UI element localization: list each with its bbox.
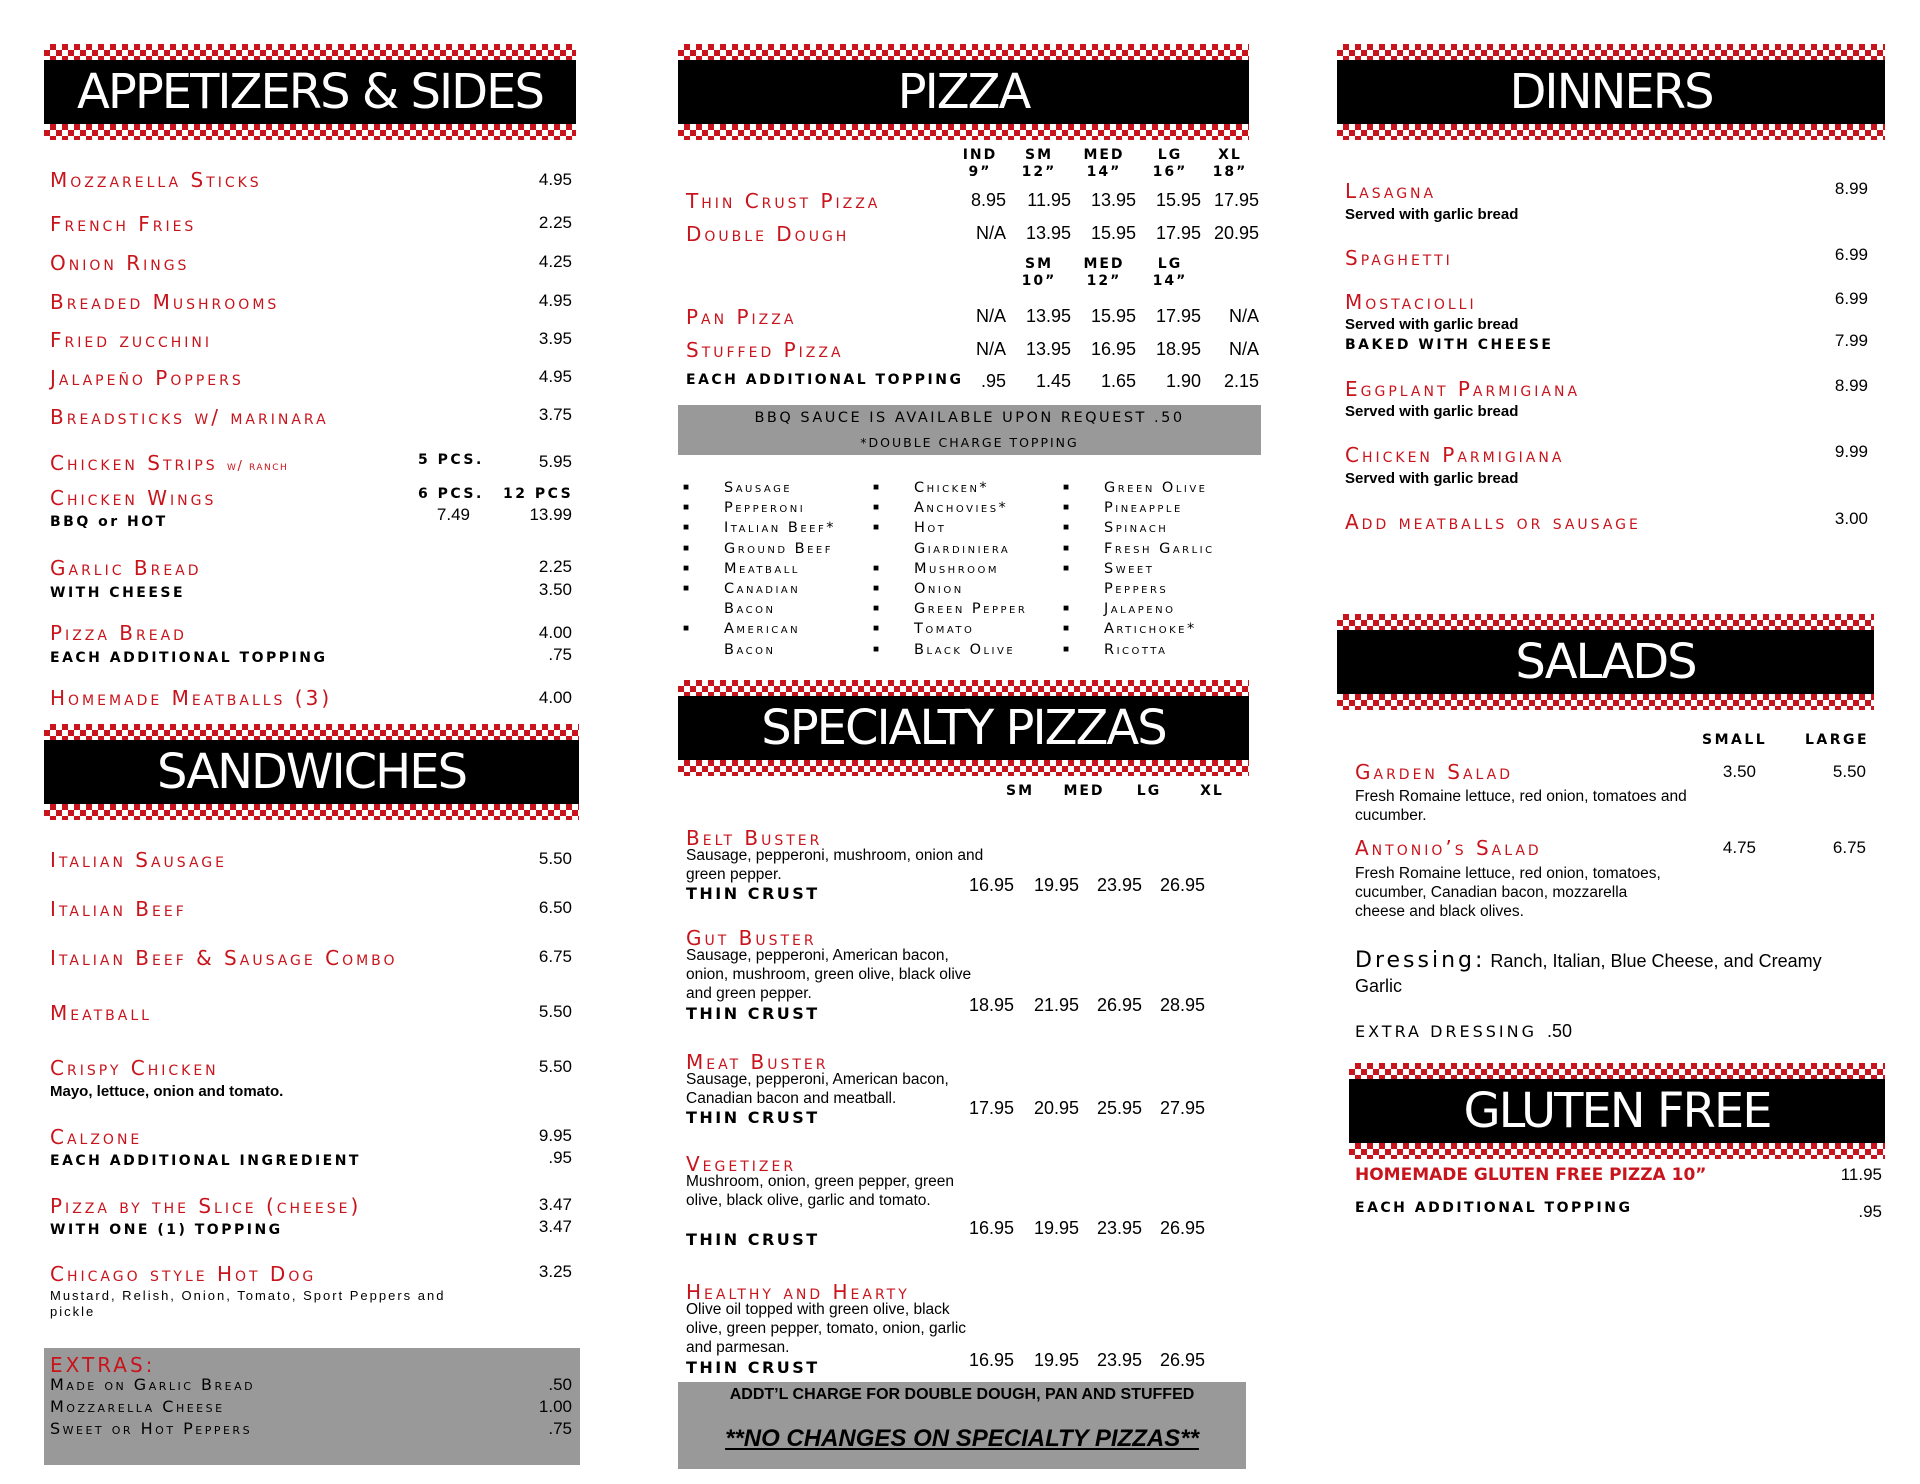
pizza-price: 17.95 [1155,306,1201,326]
pizza-topping-price: 1.90 [1165,371,1201,391]
gluten-sub: EACH ADDITIONAL TOPPING [1355,1200,1633,1216]
specialty-size-header: XL [1200,783,1224,799]
appetizer-price: 4.95 [538,367,572,386]
topping-bullet-icon: ■ [1063,522,1070,534]
topping-bullet-icon: ■ [683,482,690,493]
pizza-price: 16.95 [1090,339,1136,359]
pizza-row-name: Pan Pizza [686,305,797,329]
specialty-item-price: 19.95 [1033,1218,1079,1238]
pizza-price: N/A [975,223,1006,243]
pizza-price: 13.95 [1025,223,1071,243]
chicken-wings-6pcs: 6 PCS. [418,486,484,502]
topping-item: Bacon [724,601,776,618]
eggplant-name: Eggplant Parmigiana [1345,377,1581,401]
antonio-salad-desc: Fresh Romaine lettuce, red onion, tomatoes, cucumber, Canadian bacon, mozzarella cheese and black olives. [1355,865,1661,920]
topping-bullet-icon: ■ [1063,643,1070,655]
specialty-item-crust: THIN CRUST [686,884,820,903]
mostaciolli-desc: Served with garlic bread [1345,316,1519,333]
pizza-row-name: Stuffed Pizza [686,338,844,362]
chicken-wings-name: Chicken Wings [50,486,217,510]
gluten-sub-price: .95 [1858,1202,1882,1221]
appetizer-price: 4.95 [538,291,572,310]
add-meatballs-price: 3.00 [1834,509,1868,528]
specialty-item-crust: THIN CRUST [686,1108,820,1127]
specialty-item-price: 21.95 [1033,995,1079,1015]
topping-bullet-icon: ■ [1063,542,1070,554]
pizza-price: 15.95 [1155,190,1201,210]
specialty-item-name: Meat Buster [686,1050,829,1074]
chicken-wings-sub: BBQ or HOT [50,514,168,530]
pan-size-header: LG 14” [1152,256,1188,289]
topping-item: Hot [914,520,947,537]
sandwich-price: 5.50 [538,1002,572,1021]
pizza-bread-name: Pizza Bread [50,621,187,645]
mostaciolli-price2: 7.99 [1834,331,1868,350]
appetizer-name: Breaded Mushrooms [50,290,280,314]
pizza-price: N/A [975,339,1006,359]
specialty-item-desc: Sausage, pepperoni, American bacon, Canadian bacon and meatball. [686,1071,949,1107]
pizza-topping-price: .95 [980,371,1006,391]
specialty-item-price: 23.95 [1096,875,1142,895]
add-meatballs-name: Add meatballs or sausage [1345,510,1641,534]
extras-item-price: 1.00 [538,1397,572,1416]
topping-item: Chicken* [914,480,990,496]
dressing-line [1355,948,1825,999]
topping-item: Green Olive [1104,480,1208,496]
meatballs-price: 4.00 [538,688,572,707]
appetizer-name: Mozzarella Sticks [50,168,262,192]
pizza-topping-price: 1.45 [1035,371,1071,391]
double-charge-note: *DOUBLE CHARGE TOPPING [860,435,1079,450]
salads-small-header: SMALL [1702,732,1768,748]
garden-salad-desc: Fresh Romaine lettuce, red onion, tomatoes and cucumber. [1355,788,1687,824]
specialty-item-name: Belt Buster [686,826,823,850]
chicken-parm-price: 9.99 [1834,442,1868,461]
topping-item: Pineapple [1104,500,1183,517]
salads-large-header: LARGE [1805,732,1870,748]
slice-sub: WITH ONE (1) TOPPING [50,1222,283,1238]
specialty-item-desc: Mushroom, onion, green pepper, green olive, black olive, garlic and tomato. [686,1173,954,1209]
topping-item: Giardiniera [914,540,1011,557]
garlic-bread-sub: WITH CHEESE [50,585,186,601]
garlic-bread-price: 2.25 [538,557,572,576]
appetizer-name: Onion Rings [50,251,190,275]
specialty-item-price: 26.95 [1159,1350,1205,1370]
specialty-item-name: Gut Buster [686,926,817,950]
spaghetti-name: Spaghetti [1345,246,1453,270]
specialty-item-price: 26.95 [1159,1218,1205,1238]
pizza-size-header: XL 18” [1212,147,1248,180]
pizza-bread-sub: EACH ADDITIONAL TOPPING [50,650,328,666]
sandwich-name: Italian Beef [50,897,187,921]
specialty-size-header: LG [1136,783,1162,799]
appetizer-price: 4.95 [538,170,572,189]
garden-salad-small: 3.50 [1722,762,1756,781]
calzone-name: Calzone [50,1125,143,1149]
meatballs-name: Homemade Meatballs (3) [50,686,333,710]
topping-item: Pepperoni [724,500,806,517]
extras-title: EXTRAS: [50,1353,156,1377]
appetizers-banner-top-checker [44,44,576,60]
dressing-label: Dressing: [1355,948,1486,973]
mostaciolli-sub: BAKED WITH CHEESE [1345,337,1554,353]
eggplant-desc: Served with garlic bread [1345,403,1519,420]
pizza-price: 13.95 [1025,306,1071,326]
sandwiches-banner-bottom-checker [44,804,579,820]
topping-bullet-icon: ■ [873,583,880,594]
specialty-item-price: 20.95 [1033,1098,1079,1118]
no-changes-note: **NO CHANGES ON SPECIALTY PIZZAS** [725,1425,1199,1452]
topping-bullet-icon: ■ [683,623,690,635]
sandwich-price: 6.75 [538,947,572,966]
mostaciolli-price: 6.99 [1834,289,1868,308]
specialty-banner-bottom-checker [678,760,1249,776]
topping-bullet-icon: ■ [1063,502,1070,514]
chicken-parm-name: Chicken Parmigiana [1345,443,1565,467]
pizza-row-name: Double Dough [686,222,850,246]
specialty-item-desc: Sausage, pepperoni, American bacon, onion, mushroom, green olive, black olive and green pepper. [686,947,972,1002]
specialty-item-crust: THIN CRUST [686,1358,820,1377]
topping-bullet-icon: ■ [873,603,880,615]
salads-banner [1337,630,1874,694]
topping-item: Anchovies* [914,500,1009,517]
topping-item: Italian Beef* [724,520,836,537]
specialty-item-price: 28.95 [1159,995,1205,1015]
topping-item: Mushroom [914,560,1000,577]
topping-item: Artichoke* [1104,621,1197,638]
gluten-banner-bottom-checker [1349,1143,1885,1159]
pizza-price: 17.95 [1213,190,1259,210]
appetizers-banner [44,60,576,124]
topping-item: Jalapeno [1104,601,1176,618]
topping-bullet-icon: ■ [683,522,690,534]
pizza-price: N/A [1228,339,1259,359]
pan-size-header: MED 12” [1083,256,1125,289]
crispy-chicken-name: Crispy Chicken [50,1056,219,1080]
chicken-strips-suffix: w/ ranch [227,459,289,474]
antonio-salad-large: 6.75 [1832,838,1866,857]
appetizer-name: Fried zucchini [50,328,212,352]
pizza-price: 18.95 [1155,339,1201,359]
sandwiches-banner [44,740,579,804]
specialty-item-desc: Sausage, pepperoni, mushroom, onion and green pepper. [686,847,984,883]
appetizer-price: 3.95 [538,329,572,348]
gluten-item-price: 11.95 [1840,1165,1882,1184]
pizza-price: N/A [975,306,1006,326]
calzone-sub: EACH ADDITIONAL INGREDIENT [50,1153,361,1169]
topping-bullet-icon: ■ [1063,603,1070,615]
hotdog-price: 3.25 [538,1262,572,1281]
extras-item-name: Made on Garlic Bread [50,1375,256,1394]
topping-bullet-icon: ■ [873,623,880,635]
topping-bullet-icon: ■ [873,482,880,493]
chicken-wings-12pcs: 12 PCS [503,486,574,502]
topping-item: Onion [914,581,964,597]
chicken-strips-price: 5.95 [538,452,572,471]
pizza-price: 17.95 [1155,223,1201,243]
specialty-item-price: 23.95 [1096,1350,1142,1370]
specialty-banner-top-checker [678,680,1249,696]
calzone-price2: .95 [548,1148,572,1167]
topping-item: Black Olive [914,641,1016,658]
pizza-price: 20.95 [1213,223,1259,243]
sandwich-price: 5.50 [538,849,572,868]
dressing-list: Ranch, Italian, Blue Cheese, and Creamy Garlic [1355,951,1822,996]
chicken-parm-desc: Served with garlic bread [1345,470,1519,487]
specialty-item-crust: THIN CRUST [686,1230,820,1249]
appetizers-banner-bottom-checker [44,124,576,140]
gluten-banner-top-checker [1349,1063,1885,1079]
pizza-price: 13.95 [1025,339,1071,359]
specialty-item-price: 19.95 [1033,875,1079,895]
dinners-banner-bottom-checker [1337,124,1885,140]
specialty-item-price: 17.95 [968,1098,1014,1118]
specialty-banner [678,696,1249,760]
extras-item-price: .50 [548,1375,572,1394]
topping-item: Sausage [724,480,793,496]
salads-title: SALADS [1515,634,1696,690]
gluten-banner [1349,1079,1885,1143]
specialty-item-price: 16.95 [968,1218,1014,1238]
eggplant-price: 8.99 [1834,376,1868,395]
topping-item: Tomato [914,621,975,638]
specialty-item-price: 26.95 [1159,875,1205,895]
pizza-size-header: SM 12” [1021,147,1057,180]
sandwich-name: Meatball [50,1001,152,1025]
topping-item: Meatball [724,560,800,577]
crispy-chicken-desc: Mayo, lettuce, onion and tomato. [50,1083,284,1100]
lasagna-name: Lasagna [1345,179,1437,203]
gluten-title: GLUTEN FREE [1463,1083,1771,1139]
lasagna-desc: Served with garlic bread [1345,206,1519,223]
antonio-salad-small: 4.75 [1722,838,1756,857]
pizza-price: 8.95 [970,190,1006,210]
pizza-bread-price2: .75 [548,645,572,664]
garlic-bread-name: Garlic Bread [50,556,202,580]
chicken-wings-price12: 13.99 [529,505,572,524]
extra-dressing-label: EXTRA DRESSING [1355,1022,1538,1041]
salads-banner-top-checker [1337,614,1874,630]
topping-item: Green Pepper [914,601,1028,618]
pizza-topping-price: 1.65 [1100,371,1136,391]
appetizer-name: Breadsticks w/ marinara [50,405,329,429]
slice-price2: 3.47 [538,1217,572,1236]
extras-item-name: Mozzarella Cheese [50,1397,225,1416]
pizza-size-header: LG 16” [1152,147,1188,180]
pizza-topping-row-name: EACH ADDITIONAL TOPPING [686,372,964,388]
dinners-title: DINNERS [1509,64,1713,120]
charge-note: ADDT’L CHARGE FOR DOUBLE DOUGH, PAN AND STUFFED [729,1386,1195,1403]
garlic-bread-price2: 3.50 [538,580,572,599]
garden-salad-name: Garden Salad [1355,760,1514,784]
topping-bullet-icon: ■ [683,502,690,514]
sandwiches-title: SANDWICHES [156,744,467,800]
specialty-item-price: 16.95 [968,875,1014,895]
pizza-size-header: MED 14” [1083,147,1125,180]
hotdog-desc: Mustard, Relish, Onion, Tomato, Sport Peppers and pickle [50,1288,446,1319]
specialty-item-price: 26.95 [1096,995,1142,1015]
pizza-bread-price: 4.00 [538,623,572,642]
topping-item: Fresh Garlic [1104,540,1215,557]
extras-item-name: Sweet or Hot Peppers [50,1419,253,1438]
dinners-banner-top-checker [1337,44,1885,60]
topping-bullet-icon: ■ [683,542,690,554]
topping-bullet-icon: ■ [873,562,880,574]
appetizers-title: APPETIZERS & SIDES [77,64,543,120]
topping-bullet-icon: ■ [873,522,880,534]
topping-item: Spinach [1104,520,1169,537]
sandwiches-banner-top-checker [44,724,579,740]
calzone-price: 9.95 [538,1126,572,1145]
dinners-banner [1337,60,1885,124]
pan-size-header: SM 10” [1021,256,1057,289]
slice-price: 3.47 [538,1195,572,1214]
hotdog-name: Chicago style Hot Dog [50,1262,317,1286]
specialty-size-header: SM [1005,783,1034,799]
extras-item-price: .75 [548,1419,572,1438]
topping-bullet-icon: ■ [683,583,690,594]
pizza-size-header: IND 9” [962,147,998,180]
antonio-salad-name: Antonio’s Salad [1355,836,1542,860]
specialty-item-price: 23.95 [1096,1218,1142,1238]
pizza-price: N/A [1228,306,1259,326]
pizza-banner-bottom-checker [678,124,1249,140]
specialty-title: SPECIALTY PIZZAS [761,700,1166,756]
pizza-row-name: Thin Crust Pizza [686,189,881,213]
topping-bullet-icon: ■ [1063,562,1070,574]
lasagna-price: 8.99 [1834,179,1868,198]
pizza-banner-top-checker [678,44,1249,60]
specialty-item-price: 27.95 [1159,1098,1205,1118]
topping-bullet-icon: ■ [1063,482,1070,493]
pizza-price: 13.95 [1090,190,1136,210]
topping-item: Sweet [1104,560,1155,577]
specialty-item-price: 16.95 [968,1350,1014,1370]
appetizer-price: 2.25 [538,213,572,232]
mostaciolli-name: Mostaciolli [1345,290,1477,314]
slice-name: Pizza by the Slice (cheese) [50,1194,362,1218]
chicken-wings-price6: 7.49 [436,505,470,524]
appetizer-name: Jalapeño Poppers [50,366,244,390]
topping-bullet-icon: ■ [683,562,690,574]
crispy-chicken-price: 5.50 [538,1057,572,1076]
topping-bullet-icon: ■ [1063,623,1070,635]
chicken-strips-pcs: 5 PCS. [418,452,484,468]
topping-item: Bacon [724,641,776,658]
topping-bullet-icon: ■ [873,502,880,514]
pizza-price: 11.95 [1027,190,1071,210]
specialty-item-price: 25.95 [1096,1098,1142,1118]
appetizer-price: 3.75 [538,405,572,424]
topping-item: American [724,621,801,638]
salads-banner-bottom-checker [1337,694,1874,710]
pizza-price: 15.95 [1090,306,1136,326]
pizza-price: 15.95 [1090,223,1136,243]
specialty-item-price: 19.95 [1033,1350,1079,1370]
chicken-strips-name: Chicken Strips w/ ranch [50,451,289,475]
pizza-topping-price: 2.15 [1223,371,1259,391]
extra-dressing-price: .50 [1547,1021,1573,1041]
pizza-title: PIZZA [897,64,1030,120]
bbq-note: BBQ SAUCE IS AVAILABLE UPON REQUEST .50 [754,410,1185,426]
specialty-item-name: Healthy and Hearty [686,1280,910,1304]
gluten-item-name: HOMEMADE GLUTEN FREE PIZZA 10” [1355,1165,1707,1185]
topping-item: Canadian [724,581,801,597]
topping-item: Ground Beef [724,540,834,557]
pizza-banner [678,60,1249,124]
spaghetti-price: 6.99 [1834,245,1868,264]
extra-dressing-line [1355,1022,1572,1041]
topping-bullet-icon: ■ [873,643,880,655]
appetizer-name: French Fries [50,212,197,236]
appetizer-price: 4.25 [538,252,572,271]
sandwich-name: Italian Sausage [50,848,227,872]
specialty-item-crust: THIN CRUST [686,1004,820,1023]
sandwich-name: Italian Beef & Sausage Combo [50,946,398,970]
topping-item: Peppers [1104,581,1169,597]
garden-salad-large: 5.50 [1832,762,1866,781]
specialty-item-name: Vegetizer [686,1152,797,1176]
sandwich-price: 6.50 [538,898,572,917]
specialty-item-desc: Olive oil topped with green olive, black olive, green pepper, tomato, onion, garlic and parmesan. [686,1301,967,1356]
topping-item: Ricotta [1104,641,1168,658]
specialty-item-price: 18.95 [968,995,1014,1015]
specialty-size-header: MED [1063,783,1105,799]
